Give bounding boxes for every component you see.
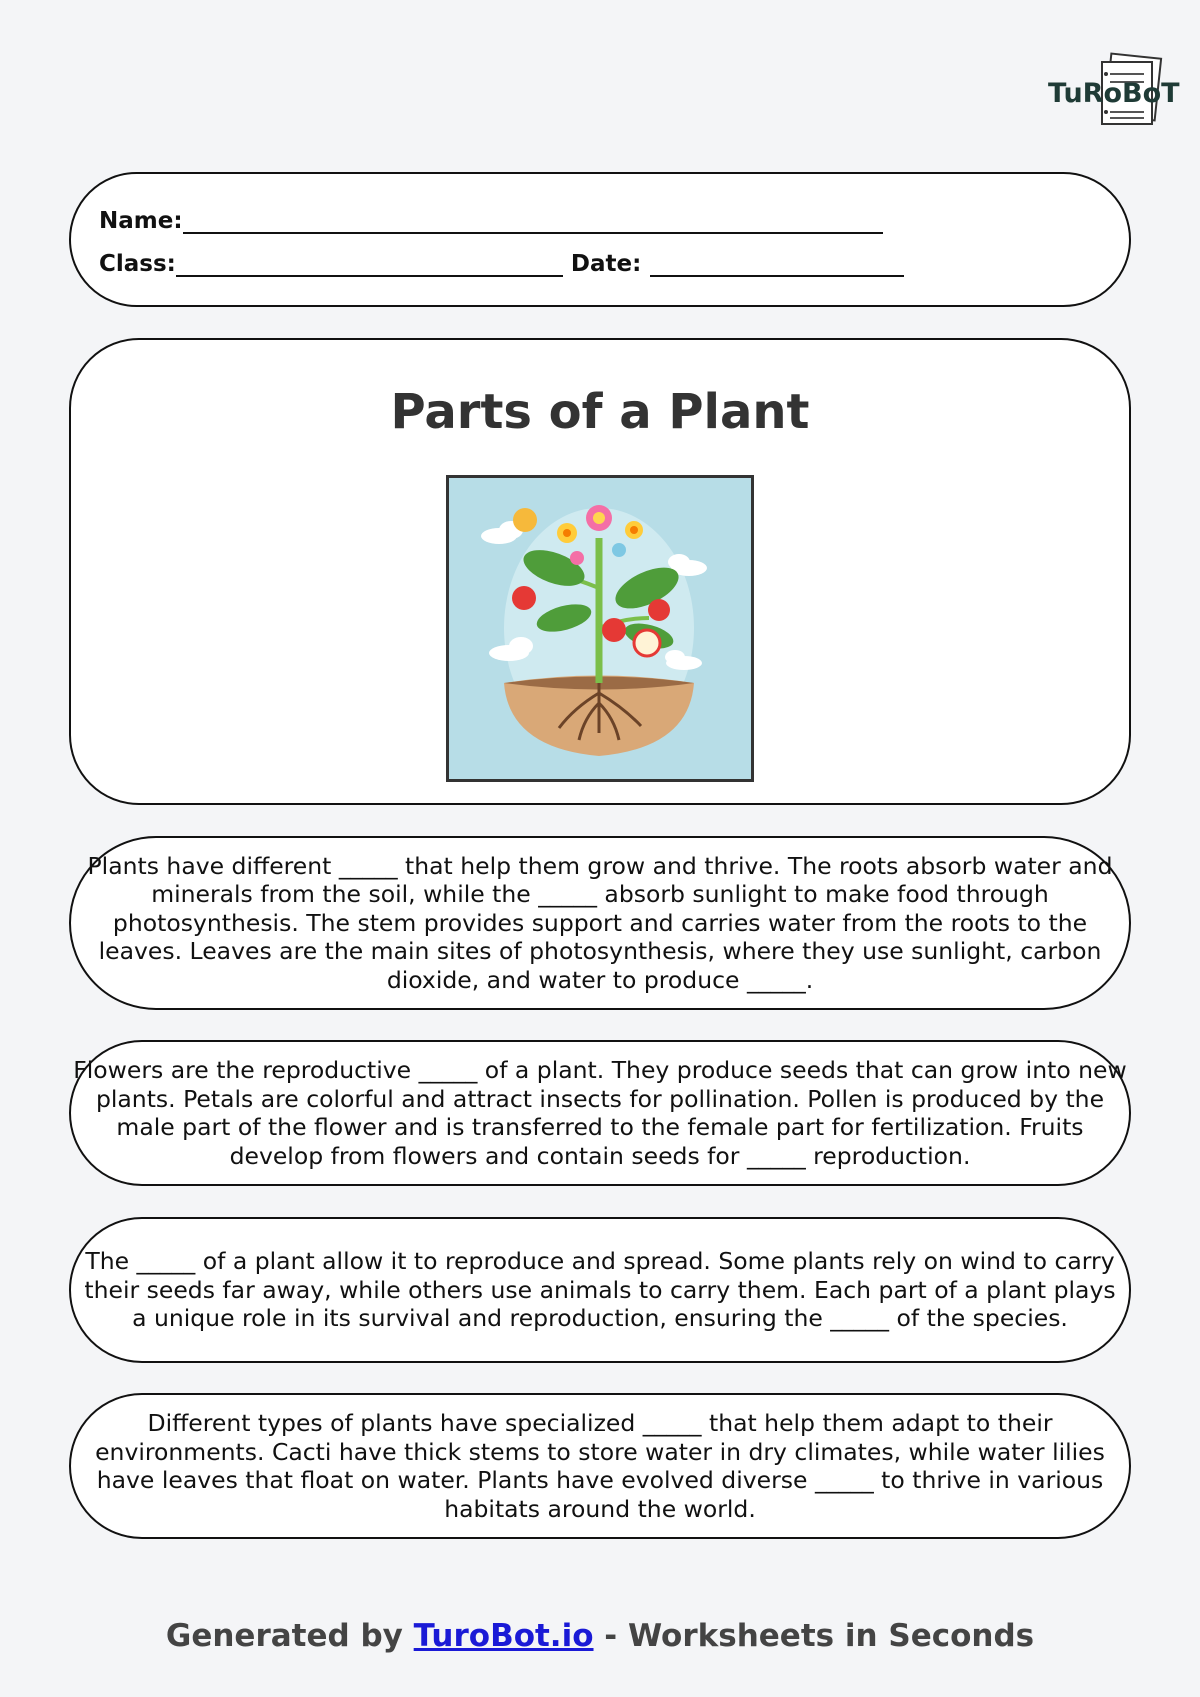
worksheet-title: Parts of a Plant bbox=[390, 384, 810, 440]
footer-suffix: - Worksheets in Seconds bbox=[593, 1618, 1035, 1654]
name-label: Name: bbox=[99, 208, 183, 234]
paragraph-text-2: Flowers are the reproductive _____ of a plant. They produce seeds that can grow into new plants. Petals are colorful and attract insects for pollination. Pollen is produced by the male part of the flower and is transferred to the female part for fertilization. Fruits develop from flowers and contain seeds for _____ reproduction. bbox=[73, 1056, 1127, 1170]
date-label: Date: bbox=[570, 251, 642, 277]
footer-prefix: Generated by bbox=[165, 1618, 414, 1654]
logo-text: TuRoBoT bbox=[1048, 78, 1180, 109]
name-row bbox=[99, 208, 883, 234]
worksheet-stack-icon bbox=[1044, 52, 1180, 138]
paragraph-card-2 bbox=[69, 1040, 1131, 1186]
paragraph-text-3: The _____ of a plant allow it to reproduce and spread. Some plants rely on wind to carry their seeds far away, while others use animals to carry them. Each part of a plant plays a unique role in its survival and reproduction, ensuring the _____ of the species. bbox=[84, 1247, 1116, 1333]
plant-with-roots-illustration bbox=[446, 475, 754, 782]
class-date-row bbox=[99, 251, 904, 277]
student-info-box bbox=[69, 172, 1131, 307]
turobot-link[interactable]: TuroBot.io bbox=[413, 1618, 594, 1654]
date-field[interactable] bbox=[650, 253, 904, 277]
class-label: Class: bbox=[99, 251, 176, 277]
paragraph-text-4: Different types of plants have specialized _____ that help them adapt to their environments. Cacti have thick stems to store water in dry climates, while water lilies have leaves that float on water. Plants have evolved diverse _____ to thrive in various habitats around the world. bbox=[95, 1409, 1105, 1523]
footer bbox=[0, 1618, 1200, 1654]
class-field[interactable] bbox=[176, 253, 563, 277]
paragraph-card-1 bbox=[69, 836, 1131, 1010]
name-field[interactable] bbox=[183, 210, 883, 234]
paragraph-card-4 bbox=[69, 1393, 1131, 1539]
paragraph-text-1: Plants have different _____ that help them grow and thrive. The roots absorb water and minerals from the soil, while the _____ absorb sunlight to make food through photosynthesis. The stem provides support and carries water from the roots to the leaves. Leaves are the main sites of photosynthesis, where they use sunlight, carbon dioxide, and water to produce _____. bbox=[87, 851, 1113, 994]
turobot-logo bbox=[1044, 52, 1180, 138]
paragraph-card-3 bbox=[69, 1217, 1131, 1363]
